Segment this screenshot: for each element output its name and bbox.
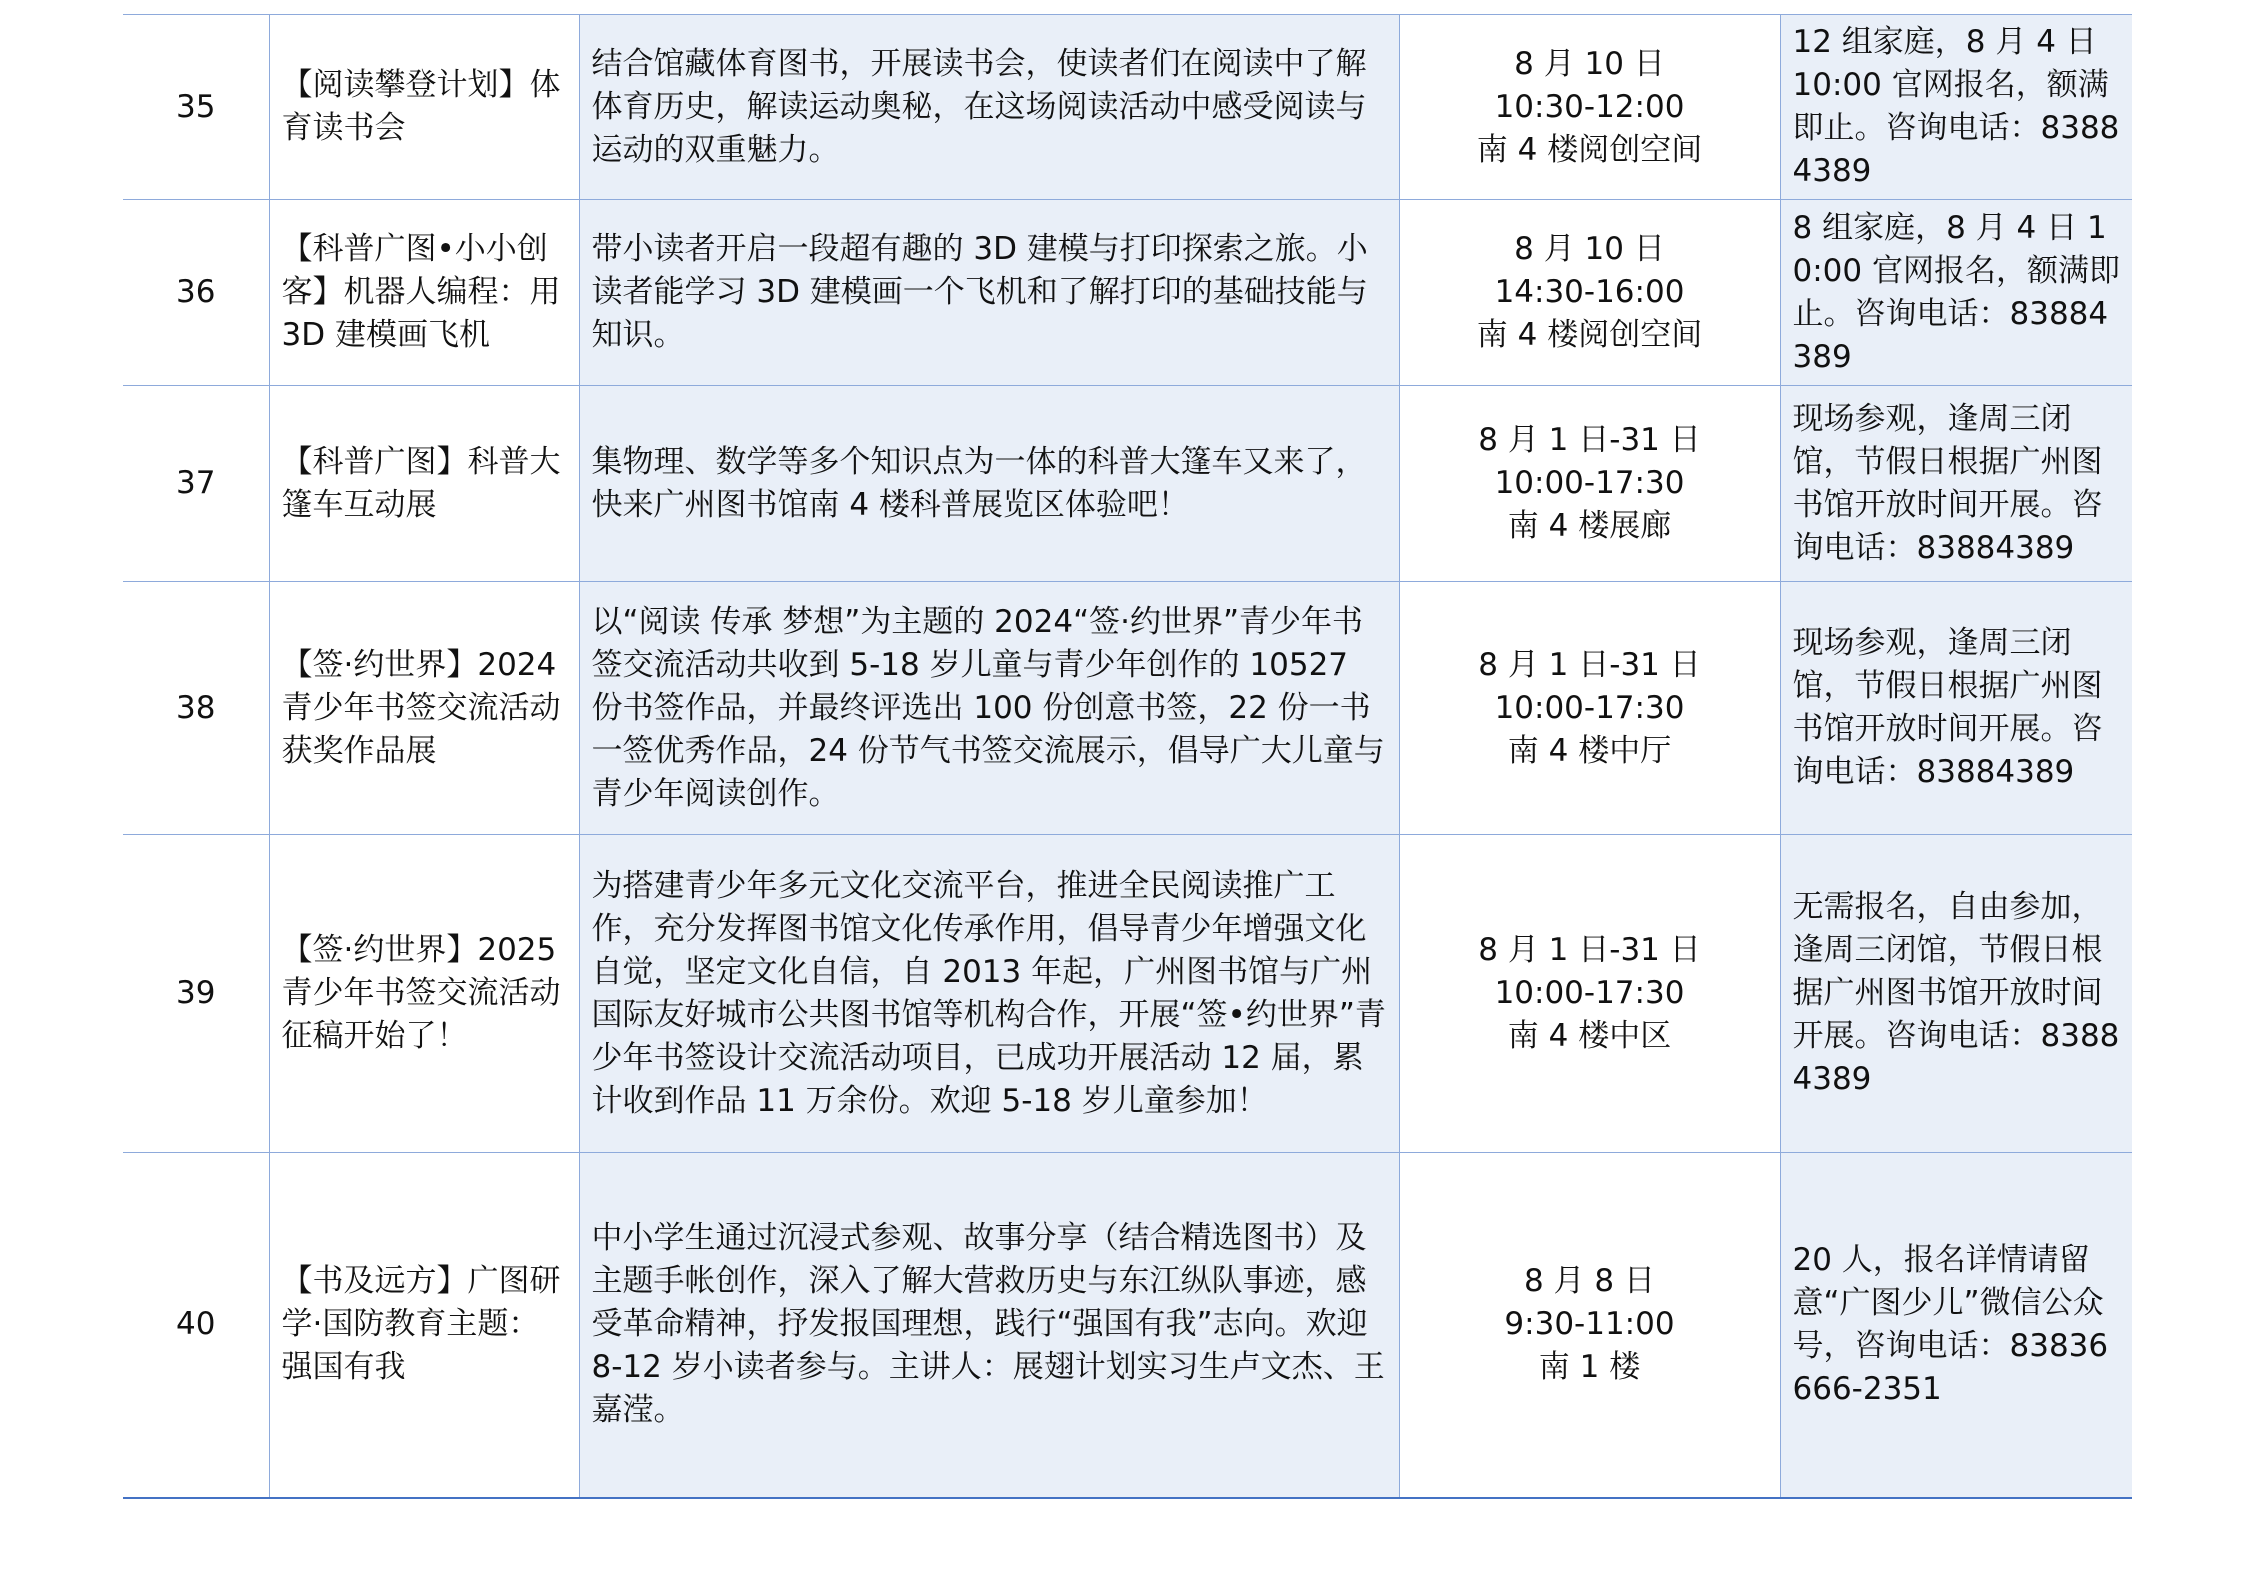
activity-place: 南 4 楼展廊 — [1507, 508, 1672, 544]
activity-place: 南 4 楼阅创空间 — [1476, 131, 1703, 168]
activity-place: 南 4 楼中区 — [1507, 1018, 1672, 1054]
activity-schedule — [1399, 386, 1780, 582]
activity-place: 南 4 楼阅创空间 — [1476, 317, 1703, 353]
activity-name: 【签·约世界】2025 青少年书签交流活动征稿开始了！ — [269, 835, 579, 1153]
activity-number: 38 — [123, 582, 269, 835]
activity-time: 9:30-11:00 — [1504, 1306, 1675, 1343]
activity-name: 【科普广图•小小创客】机器人编程：用 3D 建模画飞机 — [269, 200, 579, 386]
table-row — [123, 582, 2132, 835]
activity-schedule — [1399, 200, 1780, 386]
activity-time: 10:00-17:30 — [1494, 689, 1685, 726]
activity-number: 37 — [123, 386, 269, 582]
activity-time: 10:00-17:30 — [1494, 465, 1685, 501]
activity-number: 40 — [123, 1153, 269, 1498]
activity-schedule — [1399, 15, 1780, 200]
activity-time: 14:30-16:00 — [1494, 274, 1685, 310]
activity-registration: 12 组家庭，8 月 4 日 10:00 官网报名，额满即止。咨询电话：83884389 — [1780, 15, 2132, 200]
activity-date: 8 月 1 日-31 日 — [1478, 422, 1701, 458]
table-row — [123, 835, 2132, 1153]
activity-description: 结合馆藏体育图书，开展读书会，使读者们在阅读中了解体育历史，解读运动奥秘，在这场阅读活动中感受阅读与运动的双重魅力。 — [579, 15, 1399, 200]
activity-time: 10:00-17:30 — [1494, 975, 1685, 1011]
activity-date: 8 月 10 日 — [1514, 45, 1665, 82]
activity-number: 35 — [123, 15, 269, 200]
activity-name: 【书及远方】广图研学·国防教育主题：强国有我 — [269, 1153, 579, 1498]
activity-registration: 无需报名，自由参加，逢周三闭馆，节假日根据广州图书馆开放时间开展。咨询电话：83884389 — [1780, 835, 2132, 1153]
activity-date: 8 月 1 日-31 日 — [1478, 932, 1701, 968]
activity-description: 集物理、数学等多个知识点为一体的科普大篷车又来了，快来广州图书馆南 4 楼科普展览区体验吧！ — [579, 386, 1399, 582]
activity-time: 10:30-12:00 — [1494, 88, 1685, 125]
activity-name: 【签·约世界】2024 青少年书签交流活动获奖作品展 — [269, 582, 579, 835]
table-row — [123, 386, 2132, 582]
activity-description: 以“阅读 传承 梦想”为主题的 2024“签·约世界”青少年书签交流活动共收到 5-18 岁儿童与青少年创作的 10527 份书签作品，并最终评选出 100 份创意书签，22 份一书一签优秀作品，24 份节气书签交流展示，倡导广大儿童与青少年阅读创作。 — [579, 582, 1399, 835]
activity-schedule — [1399, 1153, 1780, 1498]
activity-date: 8 月 8 日 — [1523, 1263, 1655, 1300]
table-row — [123, 15, 2132, 200]
activity-registration: 现场参观，逢周三闭馆，节假日根据广州图书馆开放时间开展。咨询电话：83884389 — [1780, 582, 2132, 835]
activity-schedule — [1399, 835, 1780, 1153]
activity-schedule — [1399, 582, 1780, 835]
activity-place: 南 4 楼中厅 — [1507, 732, 1672, 769]
table-row — [123, 200, 2132, 386]
activity-description: 中小学生通过沉浸式参观、故事分享（结合精选图书）及主题手帐创作，深入了解大营救历史与东江纵队事迹，感受革命精神，抒发报国理想，践行“强国有我”志向。欢迎 8-12 岁小读者参与。主讲人：展翅计划实习生卢文杰、王嘉滢。 — [579, 1153, 1399, 1498]
activity-place: 南 1 楼 — [1538, 1349, 1641, 1386]
table-row — [123, 1153, 2132, 1498]
activity-name: 【阅读攀登计划】体育读书会 — [269, 15, 579, 200]
activity-registration: 20 人，报名详情请留意“广图少儿”微信公众号，咨询电话：83836666-2351 — [1780, 1153, 2132, 1498]
activity-number: 39 — [123, 835, 269, 1153]
activity-description: 带小读者开启一段超有趣的 3D 建模与打印探索之旅。小读者能学习 3D 建模画一个飞机和了解打印的基础技能与知识。 — [579, 200, 1399, 386]
activity-description: 为搭建青少年多元文化交流平台，推进全民阅读推广工作，充分发挥图书馆文化传承作用，倡导青少年增强文化自觉，坚定文化自信，自 2013 年起，广州图书馆与广州国际友好城市公共图书馆等机构合作，开展“签•约世界”青少年书签设计交流活动项目，已成功开展活动 12 届，累计收到作品 11 万余份。欢迎 5-18 岁儿童参加！ — [579, 835, 1399, 1153]
activity-date: 8 月 1 日-31 日 — [1478, 646, 1701, 683]
activity-date: 8 月 10 日 — [1514, 231, 1665, 267]
activity-table — [123, 14, 2132, 1499]
activity-registration: 8 组家庭，8 月 4 日 10:00 官网报名，额满即止。咨询电话：83884389 — [1780, 200, 2132, 386]
activity-number: 36 — [123, 200, 269, 386]
activity-name: 【科普广图】科普大篷车互动展 — [269, 386, 579, 582]
activity-registration: 现场参观，逢周三闭馆，节假日根据广州图书馆开放时间开展。咨询电话：83884389 — [1780, 386, 2132, 582]
